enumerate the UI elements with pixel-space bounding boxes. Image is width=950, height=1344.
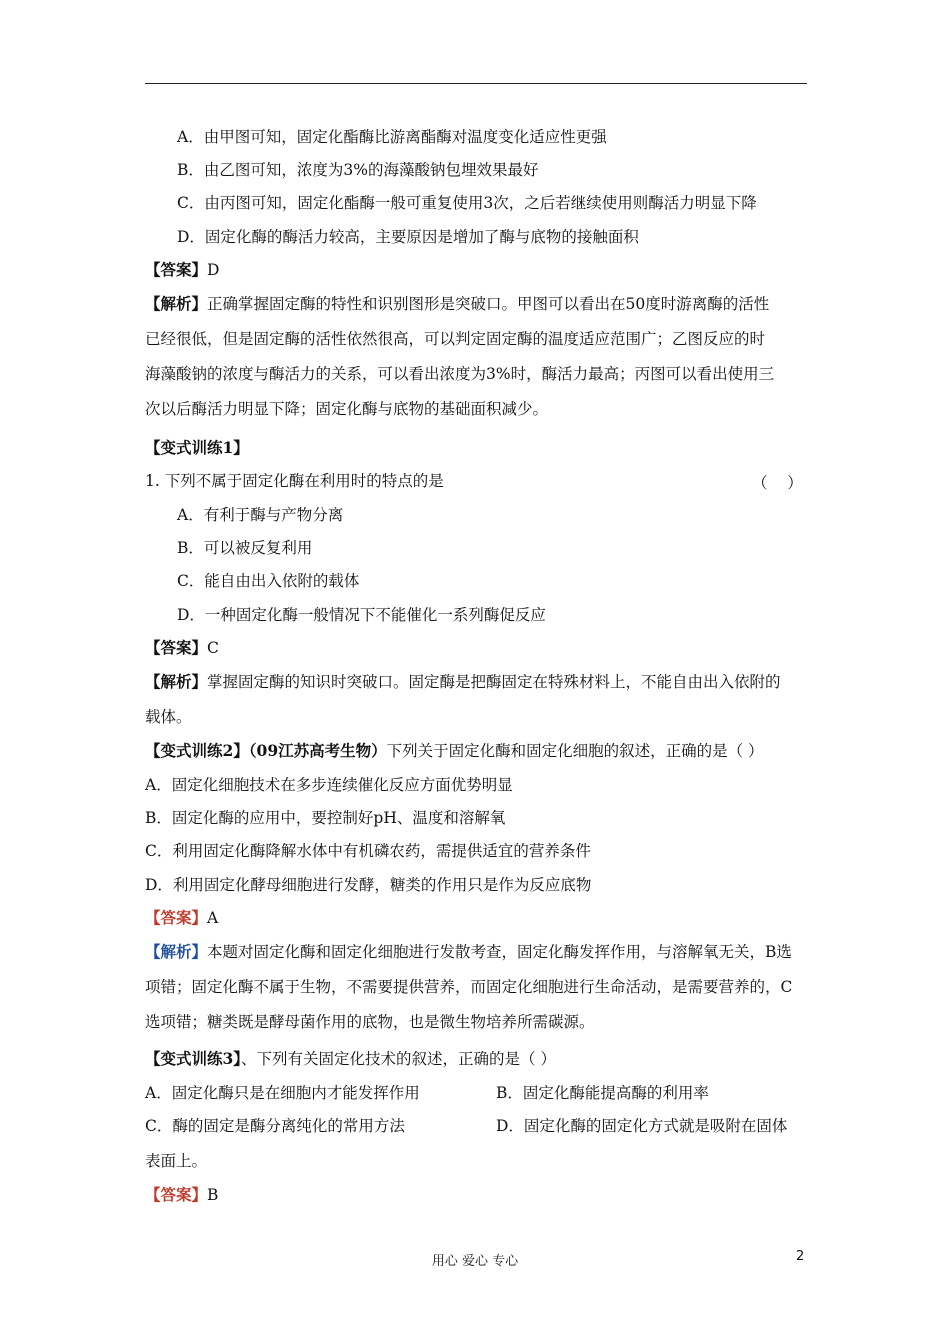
variant-1-question: 1. 下列不属于固定化酶在利用时的特点的是 bbox=[145, 472, 444, 490]
option-d: D．固定化酶的酶活力较高，主要原因是增加了酶与底物的接触面积 bbox=[177, 228, 639, 246]
option-c: C．能自由出入依附的载体 bbox=[177, 572, 360, 590]
answer-label: 【答案】 bbox=[145, 1185, 208, 1204]
option-c: C．利用固定化酶降解水体中有机磷农药，需提供适宜的营养条件 bbox=[145, 842, 591, 860]
analysis-line-3: 选项错；糖类既是酵母菌作用的底物，也是微生物培养所需碳源。 bbox=[145, 1013, 595, 1031]
option-b: B．固定化酶的应用中，要控制好pH、温度和溶解氧 bbox=[145, 809, 506, 827]
variant-2-question bbox=[145, 741, 764, 761]
analysis-line-4: 次以后酶活力明显下降；固定化酶与底物的基础面积减少。 bbox=[145, 400, 549, 418]
answer-value: A bbox=[207, 909, 219, 927]
analysis-line-1 bbox=[145, 672, 781, 692]
option-a: A．由甲图可知，固定化酯酶比游离酯酶对温度变化适应性更强 bbox=[177, 128, 607, 146]
answer-line bbox=[145, 908, 218, 928]
answer-line bbox=[145, 638, 219, 658]
analysis-label: 【解析】 bbox=[145, 294, 208, 313]
analysis-label: 【解析】 bbox=[145, 672, 208, 691]
analysis-line-2: 项错；固定化酶不属于生物，不需要提供营养，而固定化细胞进行生命活动，是需要营养的，C bbox=[145, 978, 793, 996]
variant-1-heading: 【变式训练1】 bbox=[145, 438, 249, 457]
option-a: A．固定化酶只是在细胞内才能发挥作用 bbox=[145, 1084, 420, 1102]
answer-label: 【答案】 bbox=[145, 638, 208, 657]
footer-slogan: 用心 爱心 专心 bbox=[431, 1254, 519, 1269]
variant-2-heading: 【变式训练2】 bbox=[145, 741, 249, 760]
option-c: C．由丙图可知，固定化酯酶一般可重复使用3次，之后若继续使用则酶活力明显下降 bbox=[177, 194, 757, 212]
question-text: 、下列有关固定化技术的叙述，正确的是（ ） bbox=[241, 1050, 556, 1068]
option-b: B．可以被反复利用 bbox=[177, 539, 313, 557]
analysis-line-2: 已经很低，但是固定酶的活性依然很高，可以判定固定酶的温度适应范围广；乙图反应的时 bbox=[145, 330, 766, 348]
page-number: 2 bbox=[796, 1249, 805, 1264]
option-d: D．一种固定化酶一般情况下不能催化一系列酶促反应 bbox=[177, 606, 546, 624]
option-d-continued: 表面上。 bbox=[145, 1152, 208, 1170]
option-c: C．酶的固定是酶分离纯化的常用方法 bbox=[145, 1117, 405, 1135]
answer-label: 【答案】 bbox=[145, 908, 208, 927]
answer-value: C bbox=[207, 639, 219, 657]
option-d: D．利用固定化酵母细胞进行发酵，糖类的作用只是作为反应底物 bbox=[145, 876, 592, 894]
variant-3-question bbox=[145, 1049, 556, 1069]
analysis-text: 掌握固定酶的知识时突破口。固定酶是把酶固定在特殊材料上，不能自由出入依附的 bbox=[207, 673, 781, 691]
answer-label: 【答案】 bbox=[145, 260, 208, 279]
option-d: D．固定化酶的固定化方式就是吸附在固体 bbox=[496, 1117, 788, 1135]
analysis-text: 正确掌握固定酶的特性和识别图形是突破口。甲图可以看出在50度时游离酶的活性 bbox=[207, 295, 770, 313]
question-source: （09江苏高考生物） bbox=[248, 741, 387, 760]
analysis-line-3: 海藻酸钠的浓度与酶活力的关系，可以看出浓度为3%时，酶活力最高；丙图可以看出使用三 bbox=[145, 365, 775, 383]
analysis-label: 【解析】 bbox=[145, 942, 208, 961]
answer-value: D bbox=[207, 261, 220, 279]
analysis-line-2: 载体。 bbox=[145, 708, 192, 726]
analysis-line-1 bbox=[145, 942, 792, 962]
answer-value: B bbox=[207, 1186, 219, 1204]
variant-3-heading: 【变式训练3】 bbox=[145, 1049, 242, 1068]
question-text: 下列关于固定化酶和固定化细胞的叙述，正确的是（ ） bbox=[386, 742, 764, 760]
option-b: B．固定化酶能提高酶的利用率 bbox=[496, 1084, 709, 1102]
answer-line bbox=[145, 260, 219, 280]
answer-line bbox=[145, 1185, 218, 1205]
answer-blank: （ ） bbox=[752, 474, 803, 492]
header-rule bbox=[145, 83, 807, 84]
analysis-line-1 bbox=[145, 294, 769, 314]
analysis-text: 本题对固定化酶和固定化细胞进行发散考查，固定化酶发挥作用，与溶解氧无关，B选 bbox=[207, 943, 792, 961]
option-b: B．由乙图可知，浓度为3%的海藻酸钠包埋效果最好 bbox=[177, 161, 539, 179]
option-a: A．固定化细胞技术在多步连续催化反应方面优势明显 bbox=[145, 776, 513, 794]
option-a: A．有利于酶与产物分离 bbox=[177, 506, 344, 524]
